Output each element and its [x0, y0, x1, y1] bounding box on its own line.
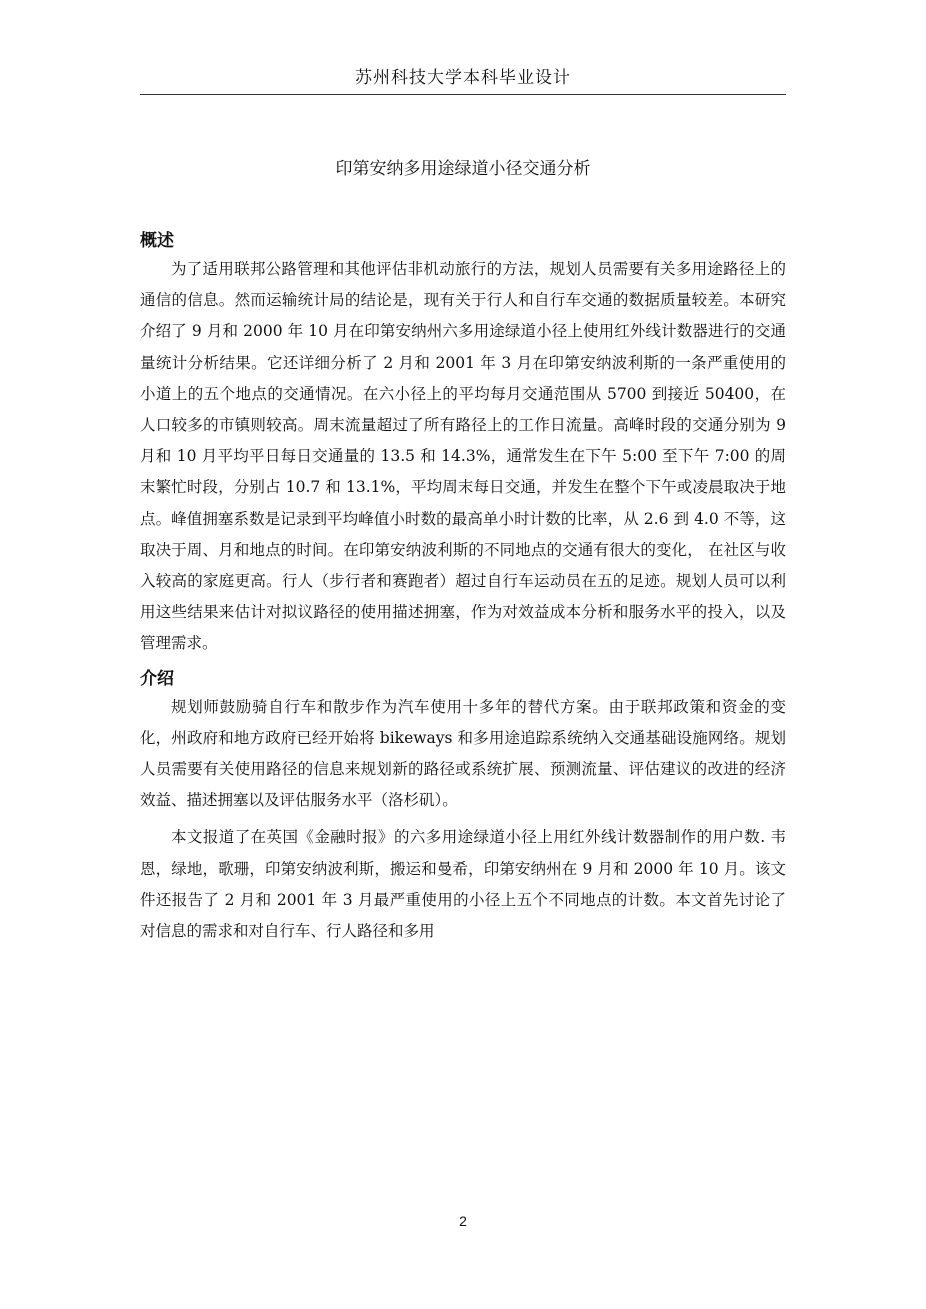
- page-number: 2: [459, 1213, 467, 1229]
- document-body: [140, 228, 786, 947]
- running-header: 苏州科技大学本科毕业设计: [355, 68, 571, 88]
- header-divider: [140, 94, 786, 95]
- introduction-paragraph-1: 规划师鼓励骑自行车和散步作为汽车使用十多年的替代方案。由于联邦政策和资金的变化，州政府和地方政府已经开始将 bikeways 和多用途追踪系统纳入交通基础设施网络。规划人员需要有关使用路径的信息来规划新的路径或系统扩展、预测流量、评估建议的改进的经济效益、描述拥塞以及评估服务水平（洛杉矶）。: [140, 697, 786, 810]
- overview-paragraph: 为了适用联邦公路管理和其他评估非机动旅行的方法，规划人员需要有关多用途路径上的通信的信息。然而运输统计局的结论是，现有关于行人和自行车交通的数据质量较差。本研究介绍了 9 月和 2000 年 10 月在印第安纳州六多用途绿道小径上使用红外线计数器进行的交通量统计分析结果。它还详细分析了 2 月和 2001 年 3 月在印第安纳波利斯的一条严重使用的小道上的五个地点的交通情况。在六小径上的平均每月交通范围从 5700 到接近 50400，在人口较多的市镇则较高。周末流量超过了所有路径上的工作日流量。高峰时段的交通分别为 9 月和 10 月平均平日每日交通量的 13.5 和 14.3%，通常发生在下午 5:00 至下午 7:00 的周末繁忙时段，分别占 10.7 和 13.1%，平均周末每日交通，并发生在整个下午或凌晨取决于地点。峰值拥塞系数是记录到平均峰值小时数的最高单小时计数的比率，从 2.6 到 4.0 不等，这取决于周、月和地点的时间。在印第安纳波利斯的不同地点的交通有很大的变化， 在社区与收入较高的家庭更高。行人（步行者和赛跑者）超过自行车运动员在五的足迹。规划人员可以利用这些结果来估计对拟议路径的使用描述拥塞，作为对效益成本分析和服务水平的投入，以及管理需求。: [140, 260, 786, 653]
- section-heading-overview: 概述: [140, 231, 174, 251]
- document-title: 印第安纳多用途绿道小径交通分析: [335, 159, 591, 179]
- section-heading-introduction: 介绍: [140, 668, 174, 689]
- introduction-paragraph-2: 本文报道了在英国《金融时报》的六多用途绿道小径上用红外线计数器制作的用户数. 韦恩，绿地，歌珊，印第安纳波利斯，搬运和曼希，印第安纳州在 9 月和 2000 年 10 月。该文件还报告了 2 月和 2001 年 3 月最严重使用的小径上五个不同地点的计数。本文首先讨论了对信息的需求和对自行车、行人路径和多用: [140, 828, 786, 941]
